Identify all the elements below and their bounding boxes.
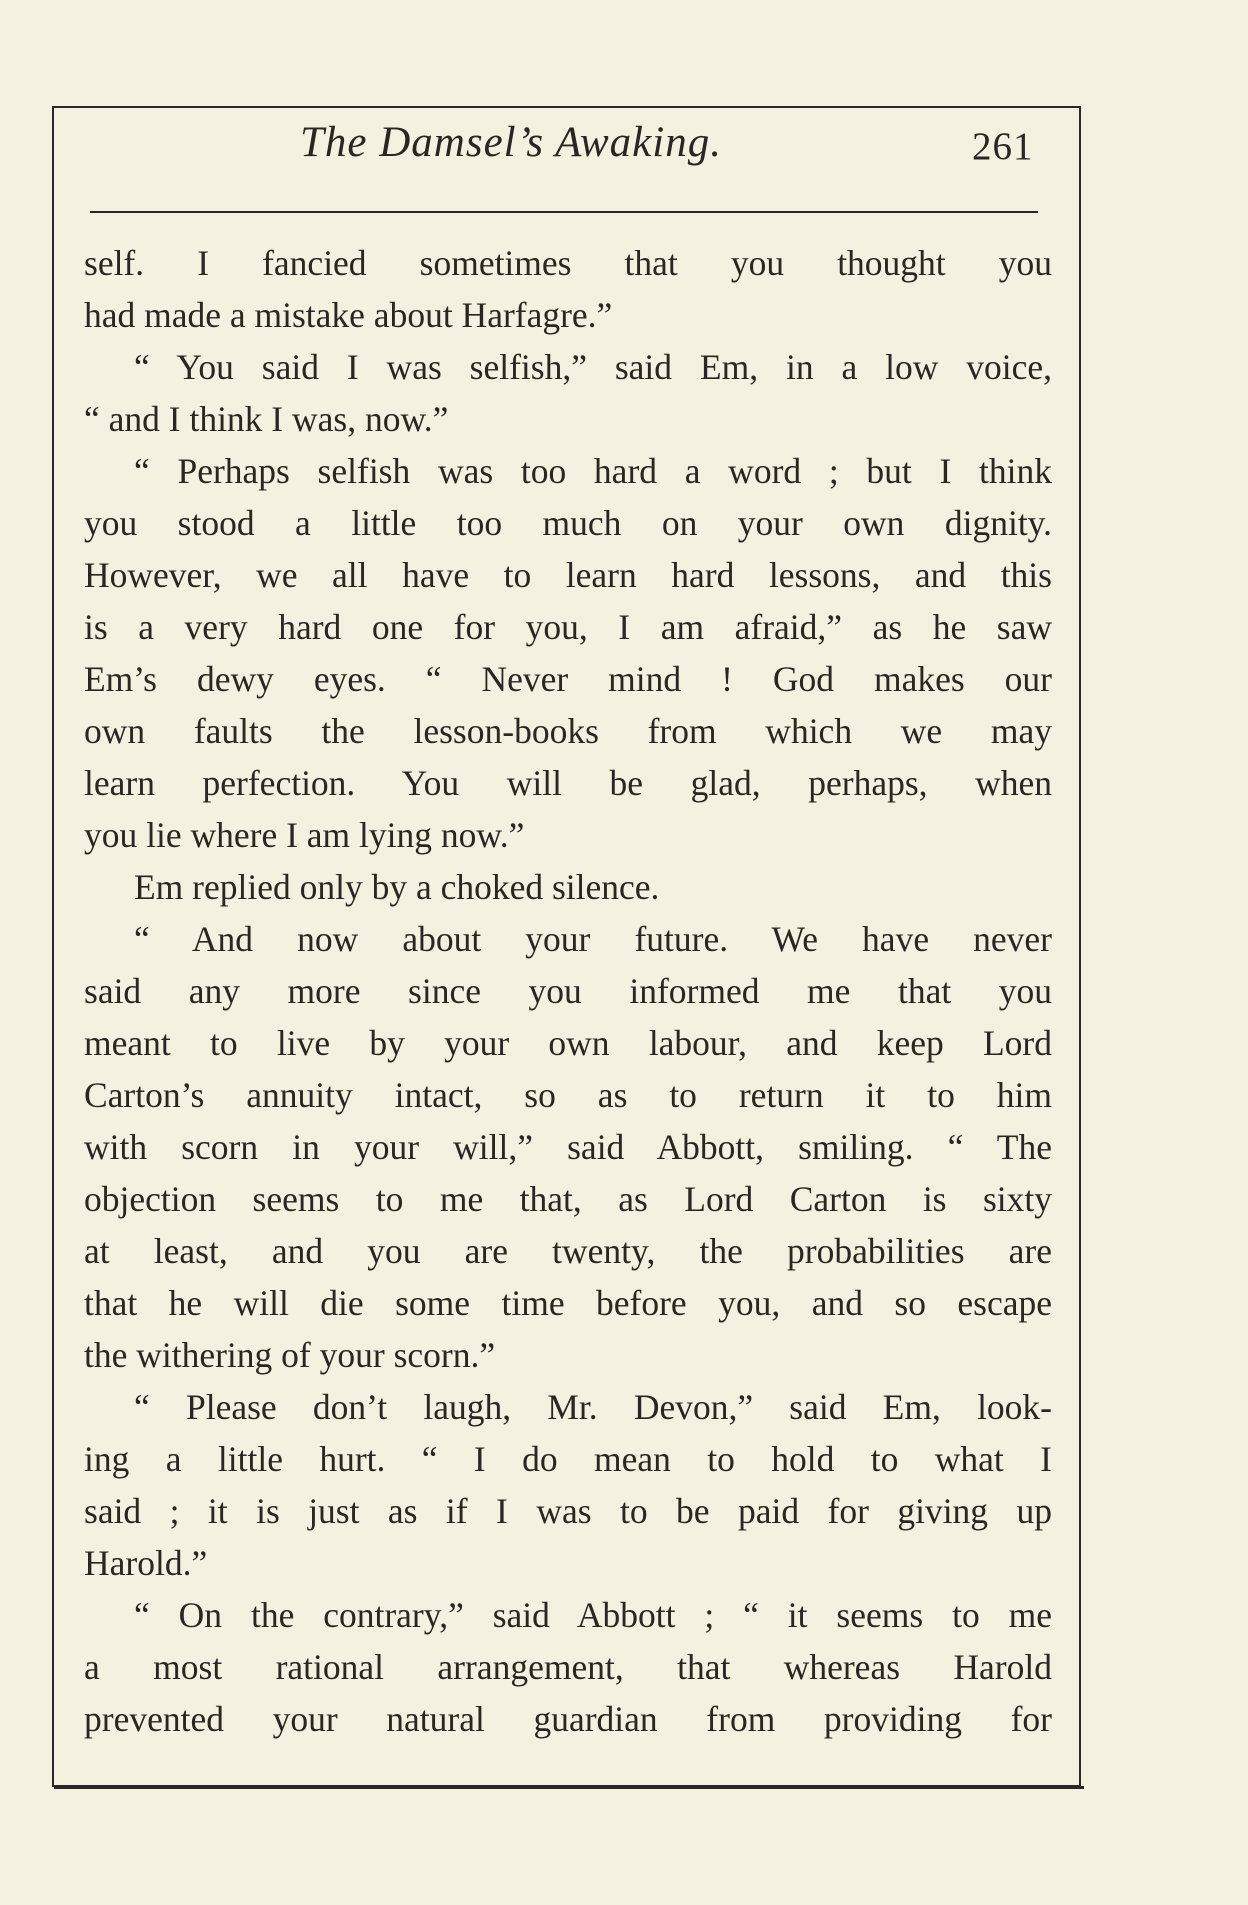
text-line: Carton’s annuity intact, so as to return it to him [84,1075,1052,1115]
header-rule [90,211,1038,213]
text-line: Harold.” [84,1543,208,1583]
text-line: “ And now about your future. We have never [134,919,1052,959]
text-line: prevented your natural guardian from providing for [84,1699,1052,1739]
text-line: the withering of your scorn.” [84,1335,496,1375]
text-line: “ On the contrary,” said Abbott ; “ it seems to me [134,1595,1052,1635]
text-line: “ and I think I was, now.” [84,399,449,439]
text-line: self. I fancied sometimes that you thought you [84,243,1052,283]
text-line: with scorn in your will,” said Abbott, smiling. “ The [84,1127,1052,1167]
text-line: said ; it is just as if I was to be paid for giving up [84,1491,1052,1531]
page-number: 261 [972,125,1034,168]
text-line: had made a mistake about Harfagre.” [84,295,613,335]
text-line: own faults the lesson-books from which we may [84,711,1052,751]
text-line: “ You said I was selfish,” said Em, in a low voice, [134,347,1052,387]
text-line: Em replied only by a choked silence. [134,867,660,907]
text-line: said any more since you informed me that you [84,971,1052,1011]
running-head [0,118,1248,198]
text-line: objection seems to me that, as Lord Carton is sixty [84,1179,1052,1219]
text-line: Em’s dewy eyes. “ Never mind ! God makes our [84,659,1052,699]
text-line: you stood a little too much on your own dignity. [84,503,1052,543]
running-title: The Damsel’s Awaking. [300,119,722,166]
text-line: “ Please don’t laugh, Mr. Devon,” said Em, look- [134,1387,1052,1427]
text-line: a most rational arrangement, that whereas Harold [84,1647,1052,1687]
text-line: ing a little hurt. “ I do mean to hold to what I [84,1439,1052,1479]
text-line: that he will die some time before you, and so escape [84,1283,1052,1323]
bottom-rule [54,1786,1084,1789]
text-line: “ Perhaps selfish was too hard a word ; but I think [134,451,1052,491]
text-line: you lie where I am lying now.” [84,815,525,855]
text-line: learn perfection. You will be glad, perhaps, when [84,763,1052,803]
text-line: at least, and you are twenty, the probabilities are [84,1231,1052,1271]
text-line: is a very hard one for you, I am afraid,” as he saw [84,607,1052,647]
text-line: meant to live by your own labour, and keep Lord [84,1023,1052,1063]
text-line: However, we all have to learn hard lessons, and this [84,555,1052,595]
body-text [84,237,1052,1745]
